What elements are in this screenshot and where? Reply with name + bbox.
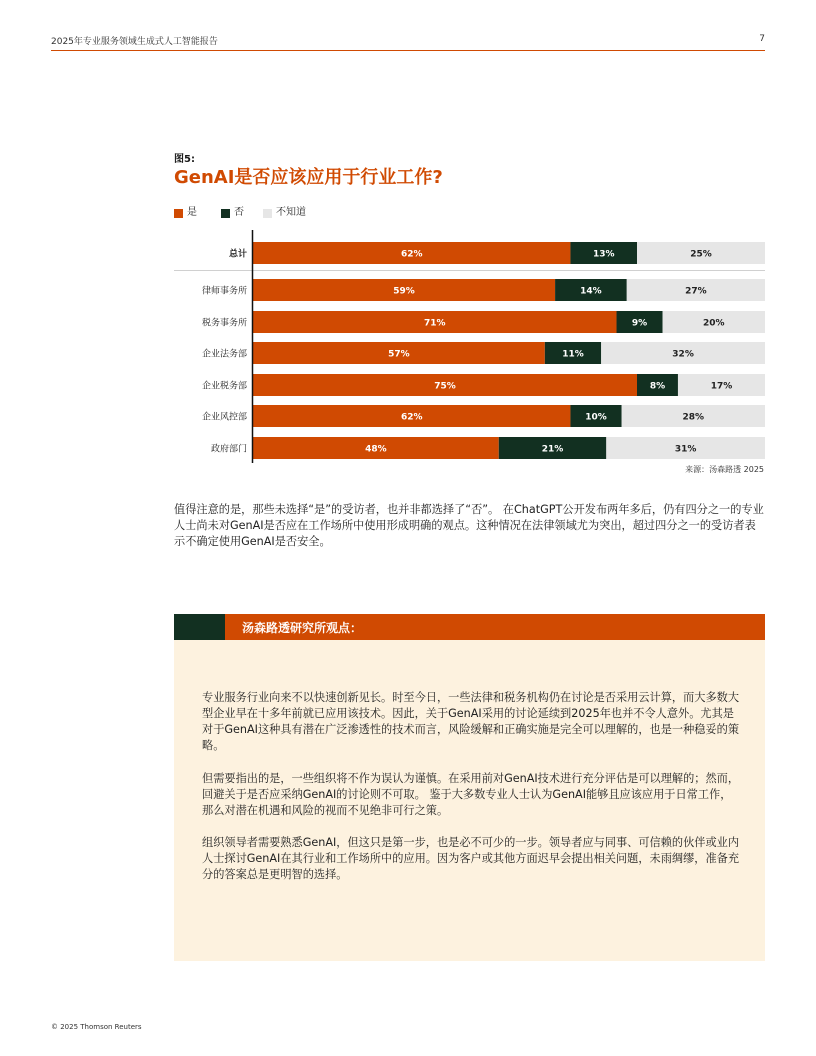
data-label: 10% [585, 412, 607, 423]
category-label: 律师事务所 [201, 286, 247, 297]
data-label: 14% [580, 286, 602, 297]
data-label: 17% [710, 381, 733, 392]
page-header [51, 33, 765, 51]
body-paragraph: 值得注意的是，那些未选择“是”的受访者，也并非都选择了“否”。 在ChatGPT公开发布两年多后，仍有四分之一的专业人士尚未对GenAI是否应在工作场所中使用形成明确的观点。这种情况在法律领域尤为突出，超过四分之一的受访者表示不确定使用GenAI是否安全。 [174, 503, 764, 548]
figure-title: GenAI是否应该应用于行业工作? [174, 167, 443, 188]
category-label: 税务事务所 [201, 318, 247, 329]
figure-label: 图5: [174, 154, 195, 165]
callout-paragraph: 专业服务行业向来不以快速创新见长。时至今日，一些法律和税务机构仍在讨论是否采用云计算，而大多数大型企业早在十多年前就已应用该技术。因此，关于GenAI采用的讨论延续到2025年也并不令人意外。尤其是对于GenAI这种具有潜在广泛渗透性的技术而言，风险缓解和正确实施是完全可以理解的，也是一种稳妥的策略。 [202, 691, 740, 752]
stacked-bar-chart [174, 230, 774, 475]
data-label: 59% [393, 286, 415, 297]
legend-swatch-yes [174, 209, 183, 218]
callout-header [174, 614, 765, 640]
data-label: 62% [400, 412, 423, 423]
data-label: 31% [674, 444, 697, 455]
data-label: 62% [400, 249, 423, 260]
data-label: 8% [649, 381, 666, 392]
callout-paragraph: 但需要指出的是，一些组织将不作为误认为谨慎。在采用前对GenAI技术进行充分评估是可以理解的；然而，回避关于是否应采纳GenAI的讨论则不可取。 鉴于大多数专业人士认为GenAI能够且应该应用于日常工作，那么对潜在机遇和风险的视而不见绝非可行之策。 [202, 772, 740, 817]
category-label: 政府部门 [210, 444, 247, 455]
data-label: 13% [592, 249, 615, 260]
data-label: 21% [541, 444, 564, 455]
footer-copyright: © 2025 Thomson Reuters [51, 1023, 142, 1031]
category-label: 企业法务部 [201, 349, 247, 360]
category-label: 企业税务部 [201, 381, 247, 392]
legend-label-unknown: 不知道 [276, 207, 306, 218]
category-label: 总计 [228, 249, 247, 260]
legend-swatch-no [221, 209, 230, 218]
data-label: 27% [685, 286, 707, 297]
data-label: 25% [690, 249, 712, 260]
data-label: 71% [423, 318, 446, 329]
data-label: 28% [682, 412, 705, 423]
legend-label-no: 否 [234, 207, 244, 218]
chart-source: 来源：汤森路透 2025 [685, 465, 764, 474]
legend-swatch-unknown [263, 209, 272, 218]
legend-label-yes: 是 [187, 207, 197, 218]
data-label: 9% [631, 318, 648, 329]
callout-box [174, 640, 765, 961]
data-label: 11% [562, 349, 584, 360]
data-label: 20% [703, 318, 725, 329]
callout-title: 汤森路透研究所观点： [242, 621, 363, 635]
data-label: 48% [365, 444, 387, 455]
data-label: 57% [388, 349, 410, 360]
category-label: 企业风控部 [201, 412, 247, 423]
data-label: 32% [672, 349, 694, 360]
data-label: 75% [434, 381, 456, 392]
page-number: 7 [759, 34, 765, 44]
report-title: 2025年专业服务领域生成式人工智能报告 [51, 37, 218, 47]
callout-accent-block [174, 614, 225, 640]
callout-paragraph: 组织领导者需要熟悉GenAI，但这只是第一步，也是必不可少的一步。领导者应与同事、可信赖的伙伴或业内人士探讨GenAI在其行业和工作场所中的应用。因为客户或其他方面迟早会提出相关问题，未雨绸缪，准备充分的答案总是更明智的选择。 [202, 836, 740, 881]
